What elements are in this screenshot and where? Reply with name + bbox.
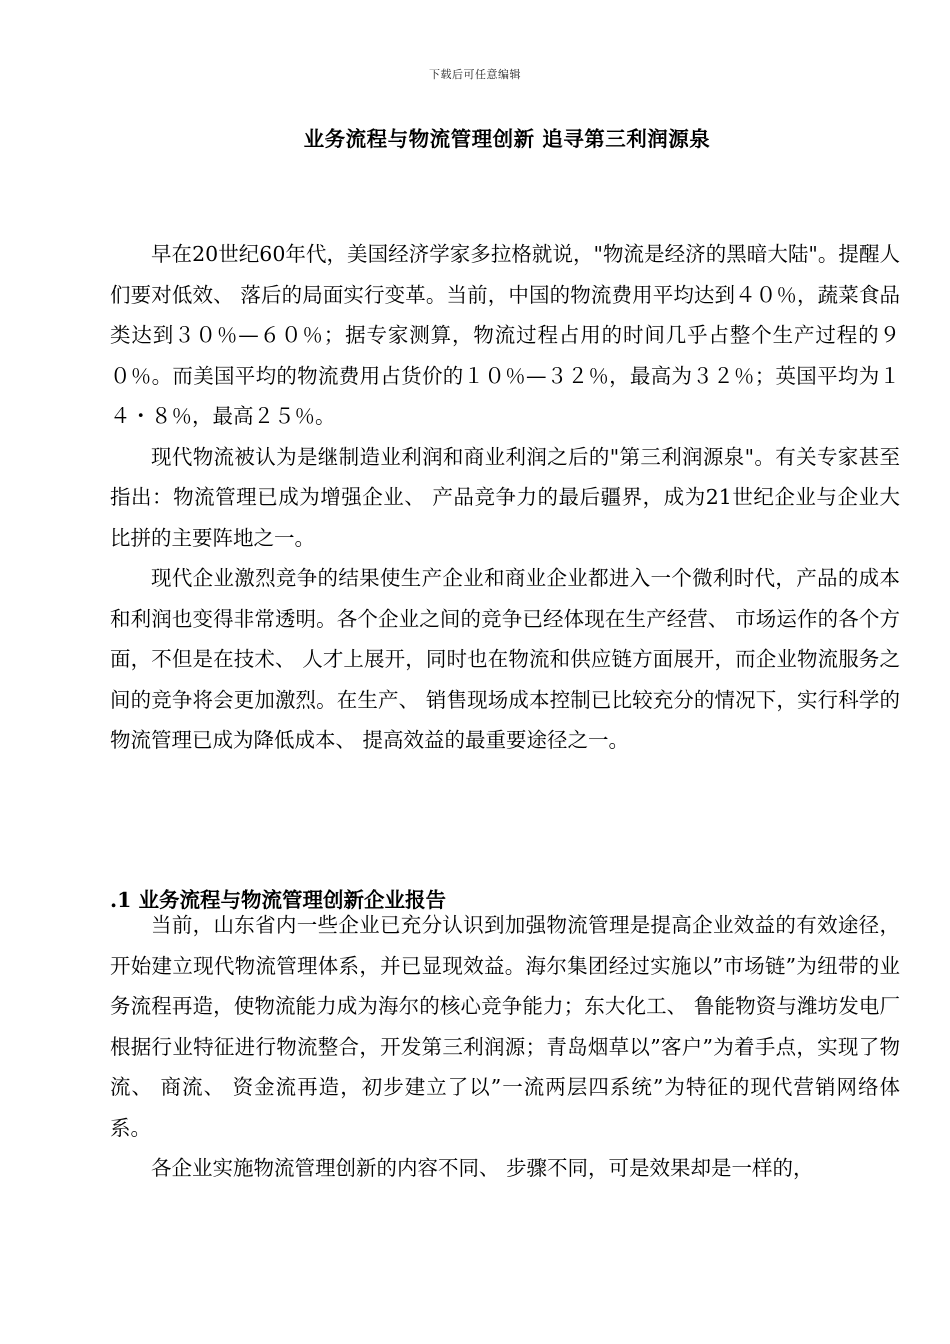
section-paragraph-2: 各企业实施物流管理创新的内容不同、 步骤不同，可是效果却是一样的，	[151, 1156, 814, 1180]
intro-section	[110, 234, 900, 761]
intro-paragraph-3: 现代企业激烈竞争的结果使生产企业和商业企业都进入一个微利时代，产品的成本和利润也变得非常透明。各个企业之间的竞争已经体现在生产经营、 市场运作的各个方面，不但是在技术、 人才上展开，同时也在物流和供应链方面展开，而企业物流服务之间的竞争将会更加激烈。在生产、 销售现场成本控制已比较充分的情况下，实行科学的物流管理已成为降低成本、 提高效益的最重要途径之一。	[110, 566, 900, 752]
intro-paragraph-2: 现代物流被认为是继制造业利润和商业利润之后的"第三利润源泉"。有关专家甚至指出：物流管理已成为增强企业、 产品竞争力的最后疆界，成为21世纪企业与企业大比拼的主要阵地之一。	[110, 444, 900, 550]
section-1-body	[110, 905, 900, 1189]
intro-paragraph-1: 早在20世纪60年代，美国经济学家多拉格就说，"物流是经济的黑暗大陆"。提醒人们要对低效、 落后的局面实行变革。当前，中国的物流费用平均达到４０％，蔬菜食品类达到３０％—６０％；据专家测算，物流过程占用的时间几乎占整个生产过程的９０％。而美国平均的物流费用占货价的１０％—３２％，最高为３２％；英国平均为１４・８％，最高２５％。	[110, 242, 900, 428]
section-heading: .1 业务流程与物流管理创新企业报告	[110, 888, 447, 912]
section-paragraph-1: 当前，山东省内一些企业已充分认识到加强物流管理是提高企业效益的有效途径，开始建立现代物流管理体系，并已显现效益。海尔集团经过实施以”市场链”为纽带的业务流程再造，使物流能力成为海尔的核心竞争能力；东大化工、 鲁能物资与潍坊发电厂根据行业特征进行物流整合，开发第三利润源；青岛烟草以”客户”为着手点，实现了物流、 商流、 资金流再造，初步建立了以”一流两层四系统”为特征的现代营销网络体系。	[110, 913, 900, 1140]
document-title: 业务流程与物流管理创新 追寻第三利润源泉	[303, 127, 711, 151]
header-note: 下载后可任意编辑	[429, 68, 521, 81]
